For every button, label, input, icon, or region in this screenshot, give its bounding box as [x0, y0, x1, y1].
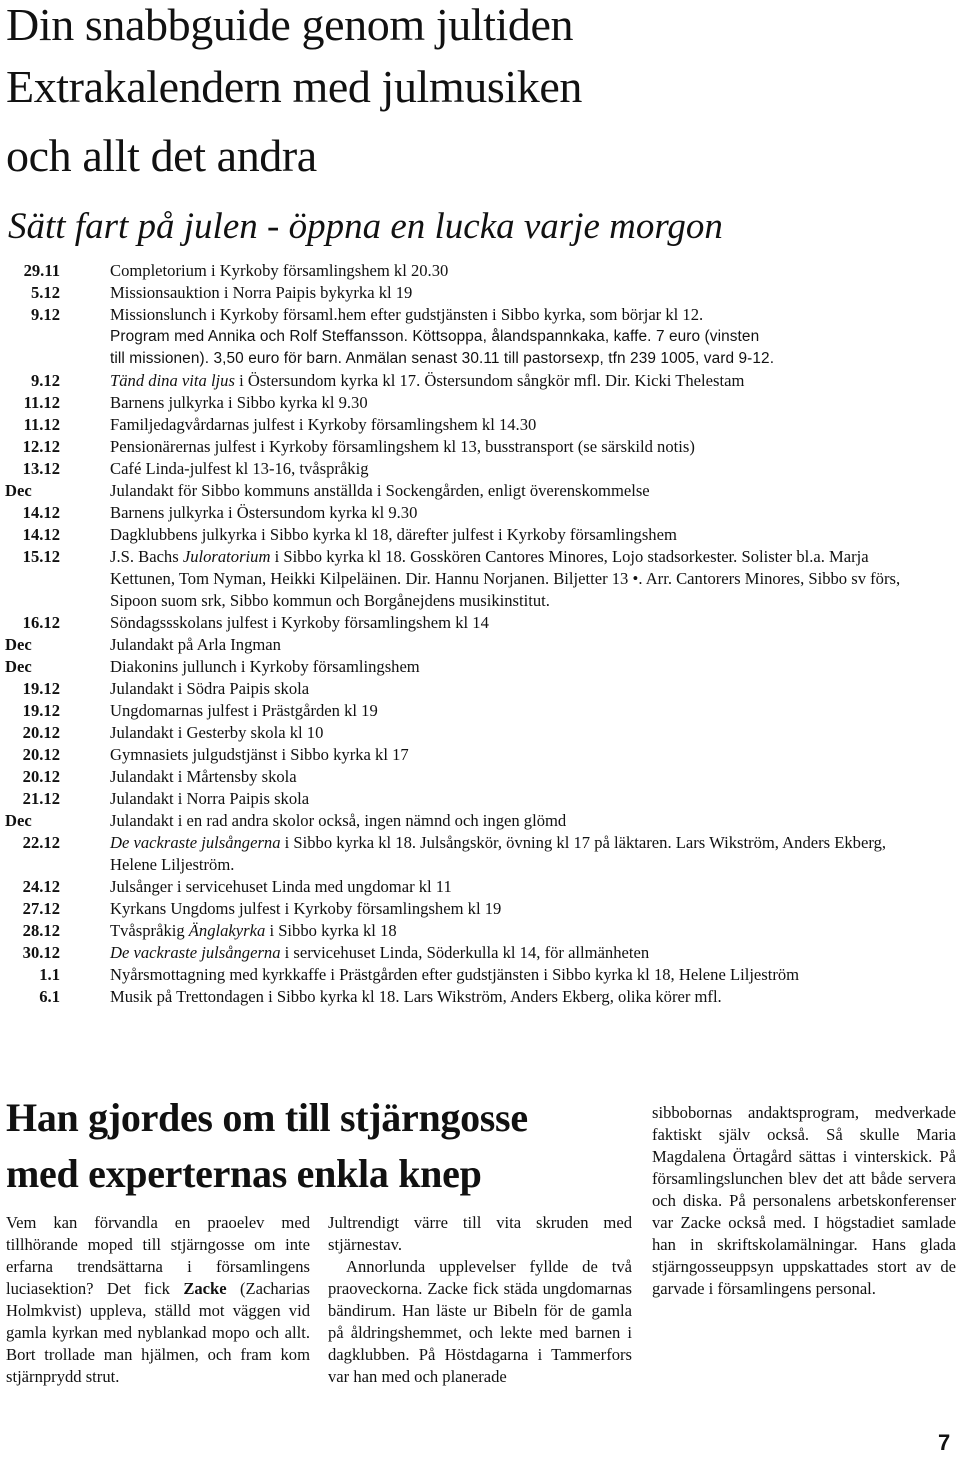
calendar-row [0, 502, 960, 524]
calendar-row [0, 920, 960, 942]
calendar-row [0, 612, 960, 634]
calendar-date: 22.12 [22, 833, 60, 852]
calendar-text: Julsånger i servicehuset Linda med ungdomar kl 11 [110, 877, 452, 896]
calendar-text: Barnens julkyrka i Sibbo kyrka kl 9.30 [110, 393, 368, 412]
calendar-text: i Sibbo kyrka kl 18. Julsångskör, övning kl 17 på läktaren. Lars Wikström, Anders Ekberg, Helene Liljeström. [110, 833, 887, 874]
calendar-date: 21.12 [22, 789, 60, 808]
calendar-date: 27.12 [22, 899, 60, 918]
article-person-name: Zacke [183, 1279, 227, 1298]
calendar-row [0, 524, 960, 546]
calendar-date: 11.12 [23, 393, 60, 412]
calendar-row [0, 392, 960, 414]
calendar-description [110, 282, 960, 304]
calendar-description [110, 546, 910, 612]
article-col2-paragraph-1: Jultrendigt värre till vita skruden med stjärnestav. [328, 1213, 632, 1254]
calendar-text: Pensionärernas julfest i Kyrkoby församlingshem kl 13, busstransport (se särskild notis) [110, 437, 695, 456]
calendar-date: 30.12 [22, 943, 60, 962]
calendar-text: Ungdomarnas julfest i Prästgården kl 19 [110, 701, 378, 720]
calendar-row [0, 876, 960, 898]
calendar-text: Nyårsmottagning med kyrkkaffe i Prästgården efter gudstjänsten i Sibbo kyrka kl 18, Helene Liljeström [110, 965, 800, 984]
calendar-row [0, 546, 960, 612]
calendar-row [0, 656, 960, 678]
calendar-description [110, 700, 960, 722]
calendar-description [110, 788, 960, 810]
calendar-description [110, 876, 960, 898]
calendar-date: 9.12 [30, 371, 60, 390]
calendar-text: Julandakt på Arla Ingman [110, 635, 281, 654]
calendar-text: Completorium i Kyrkoby församlingshem kl 20.30 [110, 261, 449, 280]
article-headline [6, 1090, 528, 1202]
calendar-text: Julandakt för Sibbo kommuns anställda i Sockengården, enligt överenskommelse [110, 481, 650, 500]
calendar-row [0, 304, 960, 326]
calendar-description [110, 260, 960, 282]
calendar-text: Program med Annika och Rolf Steffansson. Köttsoppa, ålandspannkaka, kaffe. 7 euro (vinsten [110, 328, 760, 345]
calendar-text: Julandakt i en rad andra skolor också, ingen nämnd och ingen glömd [110, 811, 567, 830]
calendar-description [110, 436, 960, 458]
article-headline-line-2: med experternas enkla knep [6, 1151, 482, 1196]
calendar-description [110, 458, 960, 480]
calendar-text: Julandakt i Gesterby skola kl 10 [110, 723, 324, 742]
calendar-description [110, 370, 960, 392]
article-column-2 [328, 1212, 632, 1388]
calendar-date: 11.12 [23, 415, 60, 434]
calendar-text: Familjedagvårdarnas julfest i Kyrkoby församlingshem kl 14.30 [110, 415, 537, 434]
calendar-text: i Sibbo kyrka kl 18 [265, 921, 397, 940]
calendar-description [110, 722, 960, 744]
calendar-description [110, 920, 960, 942]
calendar-date: 20.12 [22, 745, 60, 764]
calendar-row [0, 436, 960, 458]
calendar-description [110, 964, 910, 986]
calendar-text: Kyrkans Ungdoms julfest i Kyrkoby församlingshem kl 19 [110, 899, 502, 918]
calendar-date: 20.12 [22, 767, 60, 786]
calendar-date: 19.12 [22, 679, 60, 698]
title-line-2: Extrakalendern med julmusiken [6, 61, 583, 112]
calendar-description [110, 942, 960, 964]
calendar-event-title: Änglakyrka [188, 921, 266, 940]
calendar-date: 19.12 [22, 701, 60, 720]
calendar-date: Dec [5, 481, 32, 500]
page-number: 7 [938, 1430, 951, 1455]
calendar-description [110, 898, 960, 920]
calendar-row [0, 634, 960, 656]
calendar-date: 5.12 [30, 283, 60, 302]
article-col2-paragraph-2: Annorlunda upplevelser fyllde de två praoveckorna. Zacke fick städa ungdomarnas bändirum. Han läste ur Bibeln för de gamla på åldringshemmet, och lekte med barnen i dagklubben. På Höstdagarna i Tammerfors var han med och planerade [328, 1257, 632, 1386]
calendar-row [0, 678, 960, 700]
calendar-text-prefix: Tvåspråkig [110, 921, 189, 940]
calendar-date: 13.12 [22, 459, 60, 478]
calendar-row [0, 898, 960, 920]
calendar-text: Gymnasiets julgudstjänst i Sibbo kyrka kl 17 [110, 745, 409, 764]
calendar-date: 14.12 [22, 525, 60, 544]
calendar-row [0, 260, 960, 282]
calendar-description [110, 810, 960, 832]
calendar-date: 6.1 [39, 987, 60, 1006]
article-headline-line-1: Han gjordes om till stjärngosse [6, 1095, 528, 1140]
calendar-text: Café Linda-julfest kl 13-16, tvåspråkig [110, 459, 369, 478]
calendar-description [110, 612, 960, 634]
calendar-description [110, 656, 960, 678]
calendar-description [110, 304, 960, 326]
calendar-text: Missionsauktion i Norra Paipis bykyrka kl 19 [110, 283, 413, 302]
calendar-text-prefix: J.S. Bachs [110, 547, 183, 566]
calendar-description [110, 524, 960, 546]
title-line-3: och allt det andra [6, 130, 317, 181]
calendar-date: 12.12 [22, 437, 60, 456]
event-calendar [0, 260, 960, 1008]
calendar-description [110, 348, 960, 370]
calendar-row [0, 282, 960, 304]
calendar-event-title: Tänd dina vita ljus [110, 371, 235, 390]
calendar-row [0, 722, 960, 744]
calendar-date: 28.12 [22, 921, 60, 940]
calendar-row [0, 964, 960, 986]
calendar-event-title: De vackraste julsångerna [110, 833, 281, 852]
calendar-text: Musik på Trettondagen i Sibbo kyrka kl 18. Lars Wikström, Anders Ekberg, olika körer mfl. [110, 987, 722, 1006]
calendar-row [0, 766, 960, 788]
article-col1-text-a: Vem kan förvandla en praoelev med tillhörande moped till stjärngosse om inte erfarna trendsättarna i församlingens luciasektion? Det fick [6, 1213, 310, 1298]
article-column-3 [652, 1102, 956, 1300]
calendar-date: 20.12 [22, 723, 60, 742]
calendar-date: 24.12 [22, 877, 60, 896]
calendar-row [0, 744, 960, 766]
calendar-description [110, 832, 910, 876]
calendar-date: 9.12 [30, 305, 60, 324]
calendar-row [0, 788, 960, 810]
article-column-1 [6, 1212, 310, 1388]
calendar-row [0, 986, 960, 1008]
calendar-description [110, 480, 960, 502]
calendar-text: Dagklubbens julkyrka i Sibbo kyrka kl 18, därefter julfest i Kyrkoby församlingshem [110, 525, 677, 544]
calendar-event-title: De vackraste julsångerna [110, 943, 281, 962]
calendar-description [110, 326, 960, 348]
calendar-description [110, 414, 960, 436]
calendar-date: Dec [5, 635, 32, 654]
calendar-date: Dec [5, 657, 32, 676]
calendar-date: 15.12 [22, 547, 60, 566]
calendar-row [0, 480, 960, 502]
calendar-row [0, 832, 960, 876]
calendar-row [0, 700, 960, 722]
calendar-date: 14.12 [22, 503, 60, 522]
calendar-description [110, 744, 960, 766]
calendar-description [110, 502, 960, 524]
calendar-text: i Östersundom kyrka kl 17. Östersundom sångkör mfl. Dir. Kicki Thelestam [234, 371, 745, 390]
calendar-row [0, 458, 960, 480]
calendar-event-title: Juloratorium [182, 547, 271, 566]
calendar-row [0, 370, 960, 392]
calendar-text: Julandakt i Mårtensby skola [110, 767, 297, 786]
calendar-date: 29.11 [23, 261, 60, 280]
calendar-text: Söndagssskolans julfest i Kyrkoby församlingshem kl 14 [110, 613, 489, 632]
title-line-1: Din snabbguide genom jultiden [6, 0, 574, 50]
calendar-text: Julandakt i Norra Paipis skola [110, 789, 310, 808]
calendar-row [0, 942, 960, 964]
calendar-date: 16.12 [22, 613, 60, 632]
calendar-text: Missionslunch i Kyrkoby församl.hem efter gudstjänsten i Sibbo kyrka, som börjar kl 12. [110, 305, 704, 324]
calendar-description [110, 678, 960, 700]
calendar-text: till missionen). 3,50 euro för barn. Anmälan senast 30.11 till pastorsexp, tfn 239 1005, vard 9-12. [110, 350, 775, 367]
calendar-description [110, 766, 960, 788]
calendar-date: 1.1 [39, 965, 60, 984]
calendar-row [0, 414, 960, 436]
calendar-date: Dec [5, 811, 32, 830]
calendar-text: Barnens julkyrka i Östersundom kyrka kl 9.30 [110, 503, 418, 522]
article-col3-paragraph: sibbobornas andaktsprogram, medverkade faktiskt själv också. Så skulle Maria Magdalena Örtagård sättas i vinterskick. På församlingslunchen blev det att både servera och diska. På personalens arbetskonferenser var Zacke också med. I högstadiet samlade han in skriftskolamälningar. Hans glada stjärngosseuppsyn uppskattades stort av de garvade i församlingens personal. [652, 1103, 956, 1298]
calendar-row [0, 326, 960, 348]
calendar-text: i Sibbo kyrka kl 18. Gosskören Cantores Minores, Lojo stadsorkester. Solister bl.a. Marja Kettunen, Tom Nyman, Heikki Kilpeläinen. Dir. Hannu Norjanen. Biljetter 13 •. Arr. Cantorers Minores, Sibbo sv förs, Sipoon suom srk, Sibbo kommun och Borgånejdens musikinstitut. [110, 547, 901, 610]
calendar-description [110, 986, 960, 1008]
calendar-description [110, 392, 960, 414]
calendar-text: i servicehuset Linda, Söderkulla kl 14, för allmänheten [280, 943, 650, 962]
calendar-row [0, 810, 960, 832]
subtitle: Sätt fart på julen - öppna en lucka varje morgon [8, 206, 723, 247]
calendar-text: Diakonins jullunch i Kyrkoby församlingshem [110, 657, 420, 676]
article-col1-text-b: (Zacharias Holmkvist) uppleva, ställd mot väggen vid gamla kyrkan med nyblankad mopo och allt. Bort trollade man hjälmen, och fram kom stjärnprydd strut. [6, 1279, 310, 1386]
calendar-text: Julandakt i Södra Paipis skola [110, 679, 310, 698]
calendar-description [110, 634, 960, 656]
calendar-row [0, 348, 960, 370]
